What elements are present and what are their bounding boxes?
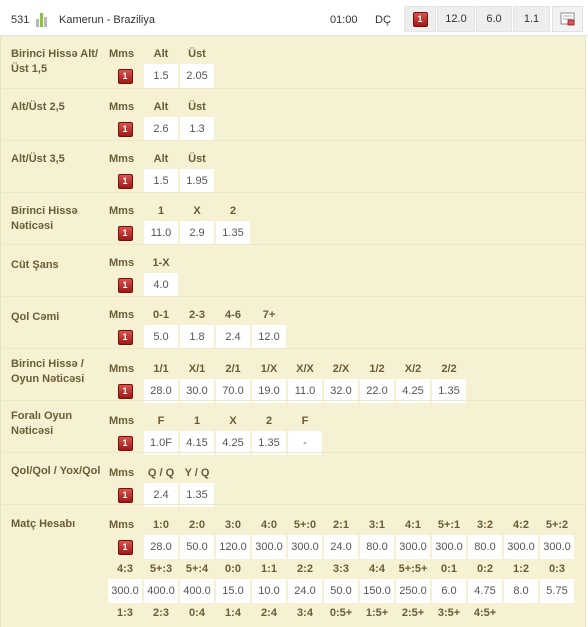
outcome-label: 5+:2 xyxy=(545,519,569,531)
outcome-label: 0:5+ xyxy=(329,607,353,619)
odd-button[interactable]: 2.4 xyxy=(144,483,178,507)
market-header-row xyxy=(108,303,288,327)
odd-button[interactable]: 300.0 xyxy=(504,535,538,559)
outcome-label: 2/2 xyxy=(441,363,457,375)
mms-badge: 1 xyxy=(413,12,428,27)
outcome-label: Y / Q xyxy=(184,467,210,479)
markets-list xyxy=(0,36,586,627)
outcome-label: 0:0 xyxy=(225,563,241,575)
outcome-label: 2-3 xyxy=(189,309,205,321)
market-title: Birinci Hissə Alt/ Üst 1,5 xyxy=(11,48,99,75)
odd-button[interactable]: 2.9 xyxy=(180,221,214,245)
outcome-label: 2/X xyxy=(332,363,350,375)
outcome-label: 4:1 xyxy=(405,519,421,531)
market-block xyxy=(1,296,586,348)
mms-column-header: Mms xyxy=(109,519,135,531)
mms-badge: 1 xyxy=(118,69,133,84)
mms-column-header: Mms xyxy=(109,415,135,427)
outcome-label: 1-X xyxy=(152,257,170,269)
odd-button[interactable]: 22.0 xyxy=(360,379,394,403)
odd-button[interactable]: 8.0 xyxy=(504,579,538,603)
mms-column-header: Mms xyxy=(109,257,135,269)
outcome-label: 2:2 xyxy=(297,563,313,575)
outcome-label: X/2 xyxy=(404,363,422,375)
outcome-label: 1:1 xyxy=(261,563,277,575)
outcome-label: 3:4 xyxy=(297,607,313,619)
odd-button[interactable]: 300.0 xyxy=(432,535,466,559)
outcome-label: 1 xyxy=(157,205,165,217)
mms-badge: 1 xyxy=(118,384,133,399)
outcome-label: 4:4 xyxy=(369,563,385,575)
header-mms-box xyxy=(404,6,436,32)
market-block xyxy=(1,244,586,296)
market-title: Matç Hesabı xyxy=(11,518,76,530)
odd-button[interactable]: 1.35 xyxy=(432,379,466,403)
market-header-row xyxy=(108,513,576,537)
market-odds-row xyxy=(108,117,216,141)
outcome-label: 2 xyxy=(229,205,237,217)
odd-button[interactable]: 11.0 xyxy=(144,221,178,245)
outcome-label: 4:2 xyxy=(513,519,529,531)
odd-button[interactable]: 1.5 xyxy=(144,169,178,193)
odd-home-button[interactable]: 12.0 xyxy=(437,6,475,32)
market-title: Qol Cəmi xyxy=(11,311,60,323)
odd-button[interactable]: - xyxy=(288,431,322,455)
odd-button[interactable]: 2.4 xyxy=(216,325,250,349)
mms-column-header: Mms xyxy=(109,363,135,375)
market-odds-row xyxy=(108,169,216,193)
odd-button[interactable]: 11.0 xyxy=(288,379,322,403)
market-header-row xyxy=(108,409,324,433)
outcome-label: 1:5+ xyxy=(365,607,389,619)
odd-button[interactable]: 70.0 xyxy=(216,379,250,403)
outcome-label: 1/1 xyxy=(153,363,169,375)
market-block xyxy=(1,504,586,627)
odd-button[interactable]: 12.0 xyxy=(252,325,286,349)
mms-badge: 1 xyxy=(118,122,133,137)
outcome-label: Üst xyxy=(188,48,206,60)
outcome-label: Üst xyxy=(188,153,206,165)
market-header-row xyxy=(108,601,504,625)
odd-button[interactable]: 50.0 xyxy=(324,579,358,603)
outcome-label: 1:3 xyxy=(117,607,133,619)
odd-button[interactable]: 300.0 xyxy=(540,535,574,559)
mms-badge: 1 xyxy=(118,436,133,451)
outcome-label: 2 xyxy=(265,415,273,427)
outcome-label: 1:0 xyxy=(153,519,169,531)
betslip-icon[interactable] xyxy=(552,6,583,32)
outcome-label: 0-1 xyxy=(153,309,169,321)
outcome-label: 1:2 xyxy=(513,563,529,575)
outcome-label: 0:4 xyxy=(189,607,205,619)
outcome-label: 2:0 xyxy=(189,519,205,531)
odd-button[interactable]: 1.0F xyxy=(144,431,178,455)
market-block xyxy=(1,140,586,192)
odd-button[interactable]: 4.25 xyxy=(216,431,250,455)
market-header-row xyxy=(108,557,576,581)
odd-button[interactable]: 1.5 xyxy=(144,64,178,88)
outcome-label: 5+:3 xyxy=(149,563,173,575)
outcome-label: 3:2 xyxy=(477,519,493,531)
odd-button[interactable]: 5.0 xyxy=(144,325,178,349)
odd-button[interactable]: 50.0 xyxy=(180,535,214,559)
odd-button[interactable]: 1.35 xyxy=(216,221,250,245)
odd-button[interactable]: 30.0 xyxy=(180,379,214,403)
outcome-label: 0:2 xyxy=(477,563,493,575)
odd-button[interactable]: 15.0 xyxy=(216,579,250,603)
market-title: Qol/Qol / Yox/Qol xyxy=(11,465,101,477)
odd-button[interactable]: 32.0 xyxy=(324,379,358,403)
outcome-label: F xyxy=(157,415,165,427)
market-odds-row xyxy=(108,221,252,245)
market-header-row xyxy=(108,357,468,381)
outcome-label: Alt xyxy=(153,153,169,165)
odd-button[interactable]: 28.0 xyxy=(144,379,178,403)
odd-button[interactable]: 1.35 xyxy=(252,431,286,455)
market-header-row xyxy=(108,251,180,275)
market-odds-row xyxy=(108,64,216,88)
odd-button[interactable]: 1.35 xyxy=(180,483,214,507)
market-title: Alt/Üst 3,5 xyxy=(11,153,65,165)
odd-button[interactable]: 1.95 xyxy=(180,169,214,193)
odd-button[interactable]: 300.0 xyxy=(108,579,142,603)
outcome-label: 5+:4 xyxy=(185,563,209,575)
outcome-label: 2:3 xyxy=(153,607,169,619)
outcome-label: 5+:1 xyxy=(437,519,461,531)
market-odds-row xyxy=(108,325,288,349)
odd-button[interactable]: 1.3 xyxy=(180,117,214,141)
odd-button[interactable]: 28.0 xyxy=(144,535,178,559)
outcome-label: 2:1 xyxy=(333,519,349,531)
outcome-label: Alt xyxy=(153,101,169,113)
mms-column-header: Mms xyxy=(109,309,135,321)
odd-draw-button[interactable]: 6.0 xyxy=(476,6,512,32)
market-header-row xyxy=(108,95,216,119)
mms-column-header: Mms xyxy=(109,205,135,217)
odd-away-button[interactable]: 1.1 xyxy=(513,6,550,32)
market-header-row xyxy=(108,42,216,66)
mms-cell xyxy=(108,169,142,193)
outcome-label: 3:5+ xyxy=(437,607,461,619)
odd-button[interactable]: 24.0 xyxy=(288,579,322,603)
odd-button[interactable]: 6.0 xyxy=(432,579,466,603)
market-title: Foralı Oyun Nəticəsi xyxy=(11,410,73,437)
mms-column-header: Mms xyxy=(109,48,135,60)
match-status: DÇ xyxy=(375,14,391,26)
odd-button[interactable]: 250.0 xyxy=(396,579,430,603)
market-block xyxy=(1,400,586,452)
odd-button[interactable]: 400.0 xyxy=(180,579,214,603)
outcome-label: 2:5+ xyxy=(401,607,425,619)
outcome-label: Alt xyxy=(153,48,169,60)
mms-badge: 1 xyxy=(118,278,133,293)
match-name[interactable]: Kamerun - Braziliya xyxy=(59,14,155,26)
market-header-row xyxy=(108,147,216,171)
match-header xyxy=(0,0,588,36)
outcome-label: 1/2 xyxy=(369,363,385,375)
odd-button[interactable]: 80.0 xyxy=(468,535,502,559)
odd-button[interactable]: 2.05 xyxy=(180,64,214,88)
outcome-label: 3:3 xyxy=(333,563,349,575)
bar-chart-icon[interactable] xyxy=(36,13,50,27)
odd-button[interactable]: 5.75 xyxy=(540,579,574,603)
odd-button[interactable]: 24.0 xyxy=(324,535,358,559)
market-title: Birinci Hissə / Oyun Nəticəsi xyxy=(11,358,85,385)
outcome-label: 1:4 xyxy=(225,607,241,619)
odd-button[interactable]: 1.8 xyxy=(180,325,214,349)
outcome-label: 1/X xyxy=(260,363,278,375)
outcome-label: 1 xyxy=(193,415,201,427)
mms-column-header: Mms xyxy=(109,101,135,113)
odd-button[interactable]: 4.25 xyxy=(396,379,430,403)
odd-button[interactable]: 2.6 xyxy=(144,117,178,141)
outcome-label: 5+:0 xyxy=(293,519,317,531)
market-header-row xyxy=(108,199,252,223)
mms-cell xyxy=(108,117,142,141)
outcome-label: 5+:5+ xyxy=(398,563,428,575)
outcome-label: F xyxy=(301,415,309,427)
odd-button[interactable]: 300.0 xyxy=(252,535,286,559)
outcome-label: 0:3 xyxy=(549,563,565,575)
odd-button[interactable]: 80.0 xyxy=(360,535,394,559)
mms-column-header: Mms xyxy=(109,467,135,479)
mms-badge: 1 xyxy=(118,174,133,189)
market-block xyxy=(1,192,586,244)
outcome-label: 4:5+ xyxy=(473,607,497,619)
market-title: Cüt Şans xyxy=(11,259,59,271)
odd-button[interactable]: 150.0 xyxy=(360,579,394,603)
mms-cell xyxy=(108,535,142,559)
outcome-label: 3:0 xyxy=(225,519,241,531)
market-odds-row xyxy=(108,579,576,603)
mms-column-header: Mms xyxy=(109,153,135,165)
odd-button[interactable]: 400.0 xyxy=(144,579,178,603)
odd-button[interactable]: 300.0 xyxy=(396,535,430,559)
outcome-label: X/X xyxy=(296,363,314,375)
mms-cell xyxy=(108,221,142,245)
market-title: Alt/Üst 2,5 xyxy=(11,101,65,113)
odd-button[interactable]: 4.0 xyxy=(144,273,178,297)
outcome-label: X/1 xyxy=(188,363,206,375)
market-title: Birinci Hissə Nəticəsi xyxy=(11,205,78,232)
mms-cell xyxy=(108,64,142,88)
match-time: 01:00 xyxy=(330,14,358,26)
odd-button[interactable]: 4.15 xyxy=(180,431,214,455)
outcome-label: 4-6 xyxy=(225,309,241,321)
outcome-label: 4:3 xyxy=(117,563,133,575)
mms-badge: 1 xyxy=(118,540,133,555)
market-block xyxy=(1,452,586,504)
outcome-label: Q / Q xyxy=(147,467,175,479)
market-odds-row xyxy=(108,535,576,559)
outcome-label: 2/1 xyxy=(225,363,241,375)
mms-badge: 1 xyxy=(118,330,133,345)
mms-badge: 1 xyxy=(118,226,133,241)
outcome-label: 3:1 xyxy=(369,519,385,531)
outcome-label: 4:0 xyxy=(261,519,277,531)
mms-cell xyxy=(108,325,142,349)
odd-button[interactable]: 10.0 xyxy=(252,579,286,603)
odd-button[interactable]: 4.75 xyxy=(468,579,502,603)
market-block xyxy=(1,348,586,400)
odd-button[interactable]: 19.0 xyxy=(252,379,286,403)
odd-button[interactable]: 300.0 xyxy=(288,535,322,559)
outcome-label: 2:4 xyxy=(261,607,277,619)
market-odds-row xyxy=(108,273,180,297)
mms-badge: 1 xyxy=(118,488,133,503)
outcome-label: X xyxy=(193,205,201,217)
mms-cell xyxy=(108,273,142,297)
market-block xyxy=(1,88,586,140)
market-header-row xyxy=(108,461,216,485)
market-block xyxy=(1,36,586,88)
outcome-label: 0:1 xyxy=(441,563,457,575)
event-id: 531 xyxy=(11,14,30,26)
outcome-label: 7+ xyxy=(262,309,276,321)
outcome-label: X xyxy=(229,415,237,427)
outcome-label: Üst xyxy=(188,101,206,113)
odd-button[interactable]: 120.0 xyxy=(216,535,250,559)
